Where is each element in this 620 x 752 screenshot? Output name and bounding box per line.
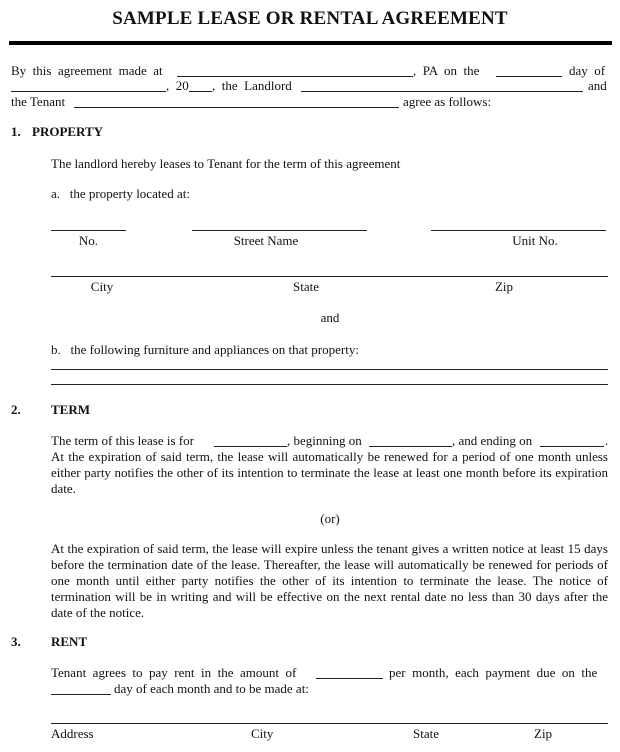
intro-line3-b: agree as follows:	[403, 94, 492, 109]
intro-line1-c: day of	[569, 63, 606, 78]
document-title: SAMPLE LEASE OR RENTAL AGREEMENT	[112, 8, 508, 29]
intro-line2-b: , the Landlord	[212, 78, 292, 93]
label-street-name: Street Name	[233, 233, 299, 248]
label-rent-zip: Zip	[534, 726, 553, 741]
intro-line1-a: By this agreement made at	[11, 63, 163, 78]
term-line1-b: , beginning on	[287, 433, 362, 448]
label-rent-state: State	[413, 726, 439, 741]
blank-street-name[interactable]	[192, 230, 367, 231]
blank-tenant-name[interactable]	[74, 107, 399, 108]
label-zip: Zip	[494, 279, 514, 294]
blank-rent-address[interactable]	[51, 723, 608, 724]
term-paragraph-2: At the expiration of said term, the lease will expire unless the tenant gives a written notice at least 15 days before the termination date of the lease. Thereafter, the lease will automatically be renewed for periods of one month until either party notifies the other of its intention to terminate the lease. The notice of termination will be in writing and will be effective on the next rental date no less than 30 days after the date of the notice.	[51, 541, 608, 620]
or-text: (or)	[320, 511, 340, 526]
title-rule	[9, 41, 612, 45]
term-line1-d: .	[605, 433, 609, 448]
intro-line2-a: , 20	[166, 78, 189, 93]
term-paragraph-1: At the expiration of said term, the lease will automatically be renewed for a period of one month unless either party notifies the other of its intention to terminate the lease at least one month before its expiration date.	[51, 449, 608, 496]
and-text: and	[320, 310, 340, 325]
rent-line2: day of each month and to be made at:	[114, 681, 309, 696]
blank-city-state-zip[interactable]	[51, 276, 608, 277]
section-2-heading: TERM	[51, 402, 90, 417]
blank-landlord-name[interactable]	[301, 91, 583, 92]
section-1-number: 1.	[11, 124, 21, 139]
blank-agreement-place[interactable]	[177, 76, 413, 77]
blank-agreement-day[interactable]	[496, 76, 562, 77]
section-3-heading: RENT	[51, 634, 88, 649]
blank-street-number[interactable]	[51, 230, 126, 231]
blank-term-start[interactable]	[369, 446, 452, 447]
section-1-heading: PROPERTY	[32, 124, 104, 139]
blank-furniture-line-1[interactable]	[51, 369, 608, 370]
rent-line1-a: Tenant agrees to pay rent in the amount of	[51, 665, 297, 680]
section-1-item-b: b. the following furniture and appliances on that property:	[51, 342, 359, 357]
blank-agreement-month[interactable]	[11, 91, 166, 92]
section-2-number: 2.	[11, 402, 21, 417]
blank-unit-number[interactable]	[431, 230, 606, 231]
rent-line1-b: per month, each payment due on the	[389, 665, 598, 680]
label-state: State	[293, 279, 319, 294]
section-3-number: 3.	[11, 634, 21, 649]
blank-agreement-year[interactable]	[189, 91, 212, 92]
section-1-item-a: a. the property located at:	[51, 186, 190, 201]
label-no: No.	[78, 233, 99, 248]
blank-rent-amount[interactable]	[316, 678, 383, 679]
intro-line2-c: and	[588, 78, 607, 93]
label-rent-city: City	[251, 726, 274, 741]
intro-line1-b: , PA on the	[413, 63, 480, 78]
section-1-lead: The landlord hereby leases to Tenant for the term of this agreement	[51, 156, 401, 171]
label-rent-address: Address	[51, 726, 94, 741]
intro-line3-a: the Tenant	[11, 94, 66, 109]
blank-rent-due-day[interactable]	[51, 694, 111, 695]
label-city: City	[90, 279, 114, 294]
label-unit-no: Unit No.	[512, 233, 558, 248]
term-line1-c: , and ending on	[452, 433, 533, 448]
blank-term-end[interactable]	[540, 446, 604, 447]
term-line1-a: The term of this lease is for	[51, 433, 194, 448]
blank-term-length[interactable]	[214, 446, 287, 447]
blank-furniture-line-2[interactable]	[51, 384, 608, 385]
